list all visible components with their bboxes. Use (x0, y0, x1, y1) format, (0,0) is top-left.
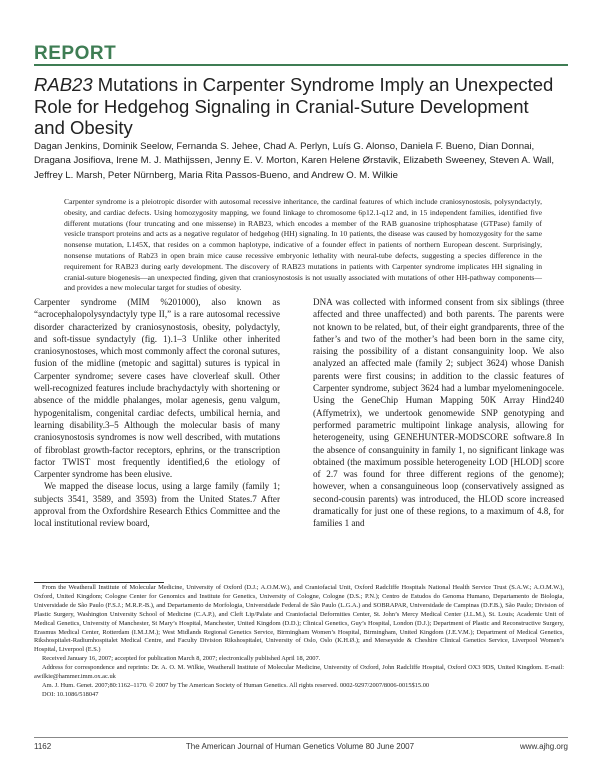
title-gene: RAB23 (34, 74, 93, 95)
doi-note: DOI: 10.1086/518047 (42, 690, 99, 698)
footer-rule (34, 737, 568, 738)
author-list: Dagan Jenkins, Dominik Seelow, Fernanda S. Jehee, Chad A. Perlyn, Luís G. Alonso, Daniela F. Bueno, Dian Donnai, Dragana Josifiova, Irene M. J. Mathijssen, Jenny E. V. Morton, Karen Helene Ørstavik, Elizabeth Sweeney, Steven A. Wall, Jeffrey L. Marsh, Peter Nürnberg, Maria Rita Passos-Bueno, and Andrew O. M. Wilkie (34, 141, 555, 181)
page-number: 1162 (34, 742, 52, 751)
body-column-right (313, 296, 564, 530)
footnote-rule (34, 582, 164, 583)
body-column-left (34, 296, 280, 530)
citation-note: Am. J. Hum. Genet. 2007;80:1162–1170. © 2007 by The American Society of Human Genetics. All rights reserved. 0002-9297/2007/8006-0015$15.00 (42, 681, 430, 689)
correspondence-note: Address for correspondence and reprints: Dr. A. O. M. Wilkie, Weatherall Institute of Molecular Medicine, University of Oxford, John Radcliffe Hospital, Oxford OX3 9DS, United Kingdom. E-mail: awilkie@hammer.imm.ox.ac.uk (34, 664, 564, 681)
footnotes (34, 584, 564, 700)
abstract: Carpenter syndrome is a pleiotropic disorder with autosomal recessive inheritance, the cardinal features of which include craniosynostosis, polysyndactyly, obesity, and cardiac defects. Using homozygosity mapping, we found linkage to chromosome 6p12.1-q12 and, in 15 independent families, identified five different mutations (four truncating and one missense) in RAB23, which encodes a member of the RAB guanosine triphosphatase (GTPase) family of vesicle transport proteins and acts as a negative regulator of hedgehog (HH) signaling. In 10 patients, the disease was caused by homozygosity for the same nonsense mutation, L145X, that resides on a common haplotype, indicative of a founder effect in patients of northern European descent. Surprisingly, nonsense mutations of Rab23 in open brain mice cause recessive embryonic lethality with neural-tube defects, suggesting a species difference in the requirement for RAB23 during early development. The discovery of RAB23 mutations in patients with Carpenter syndrome implicates HH signaling in cranial-suture biogenesis—an unexpected finding, given that craniosynostosis is not usually associated with mutations of other HH-pathway components—and provides a new molecular target for studies of obesity. (64, 197, 542, 293)
section-label: REPORT (34, 43, 117, 64)
title-rest: Mutations in Carpenter Syndrome Imply an Unexpected Role for Hedgehog Signaling in Cranial-Suture Development and Obesity (34, 74, 554, 138)
article-title (34, 74, 564, 139)
header-rule (34, 64, 568, 66)
journal-website: www.ajhg.org (519, 742, 568, 751)
affiliations: From the Weatherall Institute of Molecular Medicine, University of Oxford (D.J.; A.O.M.W.), and Craniofacial Unit, Oxford Radcliffe Hospitals National Health Service Trust (S.A.W.; A.O.M.W.), Oxford, United Kingdom; Cologne Center for Genomics and Institute for Genetics, University of Cologne, Cologne (D.S.; P.N.); Centro de Estudos do Genoma Humano, Departamento de Biologia, Universidade de São Paulo (F.S.J.; M.R.P.-B.), and Departamento de Morfologia, Universidade Federal de São Paulo (L.G.A.) and SOBRAPAR, Universidade de Campinas (D.F.B.), São Paulo; Division of Plastic Surgery, Washington University School of Medicine (C.A.P.), and Cleft Lip/Palate and Craniofacial Deformities Center, St. John’s Mercy Medical Center (J.L.M.), St. Louis; Academic Unit of Medical Genetics, University of Manchester, St Mary’s Hospital, Manchester, United Kingdom (D.D.); Clinical Genetics, Guy’s Hospital, London (D.J.); Department of Plastic and Reconstructive Surgery, Erasmus Medical Center, Rotterdam (I.M.J.M.); West Midlands Regional Genetics Service, Birmingham Women’s Hospital, Birmingham, United Kingdom (J.E.V.M.); Department of Medical Genetics, Rikshospitalet-Radiumhospitalet Medical Centre, and Faculty Division Rikshospitalet, University of Oslo, Oslo (K.H.Ø.); and Merseyside & Cheshire Clinical Genetics Service, Liverpool Women’s Hospital, Liverpool (E.S.) (34, 584, 564, 654)
body-paragraph: We mapped the disease locus, using a large family (family 1; subjects 3541, 3589, and 3593) from the United States.7 After approval from the Oxfordshire Research Ethics Committee and the local institutional review board, (34, 481, 280, 529)
body-paragraph: Carpenter syndrome (MIM %201000), also known as “acrocephalopolysyndactyly type II,” is a rare autosomal recessive disorder characterized by craniosynostosis, obesity, polydactyly, and soft-tissue syndactyly (fig. 1).1–3 Unlike other inherited craniosynostoses, which most commonly affect the coronal sutures, fusion of the midline (metopic and sagittal) sutures is typical in Carpenter syndrome; severe cases have cloverleaf skull. Other well-recognized features include brachydactyly with shortening or absence of the middle phalanges, molar agenesis, genu valgum, hypogenitalism, congenital cardiac defects, umbilical hernia, and learning disability.3–5 Although the molecular basis of many craniosynostosis syndromes is now well described, with mutations of fibroblast growth-factor receptors, ephrins, or the transcription factor TWIST most frequently identified,6 the etiology of Carpenter syndrome has been elusive. (34, 297, 280, 480)
journal-name: The American Journal of Human Genetics Volume 80 June 2007 (185, 742, 415, 751)
body-paragraph: DNA was collected with informed consent from six siblings (three affected and three unaffected) and both parents. The parents were not known to be related, but, of their eight grandparents, three of the father’s and two of the mother’s had been born in the same city, raising the possibility of a distant consanguinity loop. We also analyzed an affected male (family 2; subject 3624) whose Danish parents were first cousins; in addition to the classic features of Carpenter syndrome, subject 3624 had a lumbar myelomeningocele. Using the GeneChip Human Mapping 50K Array Hind240 (Affymetrix), we undertook genomewide SNP genotyping and performed parametric multipoint linkage analysis, allowing for heterogeneity, using GENEHUNTER-MODSCORE software.8 In the absence of consanguinity in family 1, no significant linkage was obtained (the maximum possible heterogeneity LOD [HLOD] score of 2.7 was found for three different regions of the genome); however, when a consanguineous loop (conservatively assigned as second-cousin parents) was introduced, the HLOD score increased dramatically for just one of these regions, to a maximum of 4.8, for families 1 and (313, 297, 564, 529)
dates-note: Received January 16, 2007; accepted for publication March 8, 2007; electronically published April 18, 2007. (42, 655, 321, 663)
